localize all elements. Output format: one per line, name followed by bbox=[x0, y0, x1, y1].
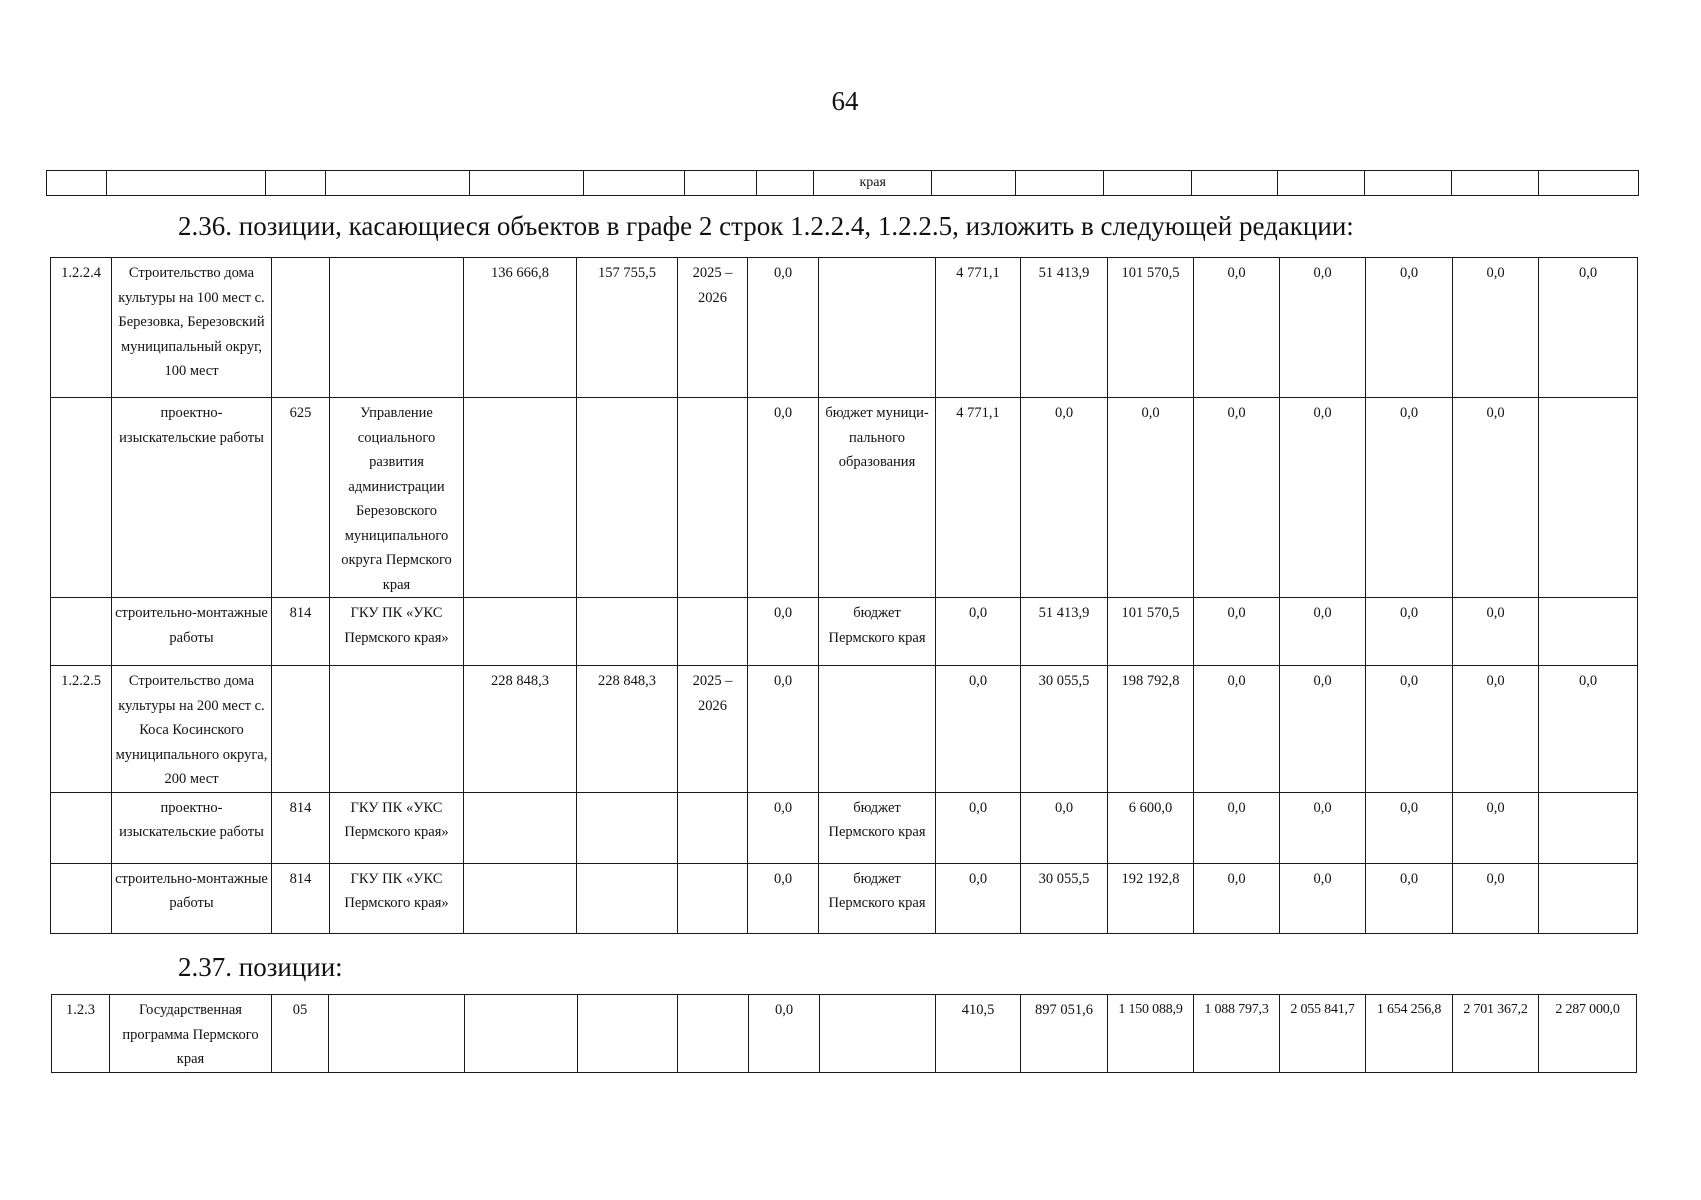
table-cell: 0,0 bbox=[1453, 598, 1539, 666]
table-cell: 897 051,6 bbox=[1021, 995, 1108, 1073]
table-cell: 0,0 bbox=[1194, 598, 1280, 666]
table-cell bbox=[678, 398, 748, 598]
table-row bbox=[51, 398, 1638, 598]
table-cell: 0,0 bbox=[1366, 863, 1453, 933]
table-cell bbox=[266, 171, 326, 196]
table-cell: 0,0 bbox=[1280, 598, 1366, 666]
table-cell bbox=[1539, 398, 1638, 598]
table-cell: Государственная программа Пермского края bbox=[110, 995, 272, 1073]
table-cell: 1 150 088,9 bbox=[1108, 995, 1194, 1073]
table-cell: 51 413,9 bbox=[1021, 258, 1108, 398]
table-cell bbox=[1538, 171, 1638, 196]
table-cell: 0,0 bbox=[1366, 666, 1453, 793]
table-row bbox=[51, 258, 1638, 398]
table-cell: бюджет Пермского края bbox=[819, 792, 936, 863]
section-heading-2-36: 2.36. позиции, касающиеся объектов в графе 2 строк 1.2.2.4, 1.2.2.5, изложить в следующей редакции: bbox=[178, 211, 1354, 241]
table-cell bbox=[1016, 171, 1104, 196]
table-cell: 0,0 bbox=[1194, 398, 1280, 598]
table-cell: 0,0 bbox=[936, 863, 1021, 933]
table-cell bbox=[678, 598, 748, 666]
table-cell: 0,0 bbox=[1280, 792, 1366, 863]
table-cell: 0,0 bbox=[1194, 863, 1280, 933]
table-cell bbox=[272, 666, 330, 793]
table-cell: 2 701 367,2 bbox=[1453, 995, 1539, 1073]
table-cell: 0,0 bbox=[1194, 792, 1280, 863]
table-cell bbox=[577, 598, 678, 666]
table-cell bbox=[51, 598, 112, 666]
table-cell bbox=[47, 171, 107, 196]
table-cell bbox=[106, 171, 266, 196]
table-cell: ГКУ ПК «УКС Пермского края» bbox=[330, 792, 464, 863]
table-cell: 228 848,3 bbox=[464, 666, 577, 793]
table-cell: Строительство дома культуры на 200 мест с. Коса Косинского муниципального округа, 200 мест bbox=[112, 666, 272, 793]
table-cell: 6 600,0 bbox=[1108, 792, 1194, 863]
table-cell bbox=[577, 398, 678, 598]
table-cell bbox=[51, 792, 112, 863]
table-cell bbox=[1103, 171, 1191, 196]
table-cell bbox=[330, 258, 464, 398]
table-cell bbox=[932, 171, 1016, 196]
table-cell: 0,0 bbox=[936, 598, 1021, 666]
table-cell: 228 848,3 bbox=[577, 666, 678, 793]
table-cell: 0,0 bbox=[749, 995, 820, 1073]
table-cell: 0,0 bbox=[748, 792, 819, 863]
table-cell: 30 055,5 bbox=[1021, 863, 1108, 933]
table-cell: 410,5 bbox=[936, 995, 1021, 1073]
table-fragment-previous-page bbox=[46, 170, 1639, 196]
table-cell: 814 bbox=[272, 792, 330, 863]
table-cell: 0,0 bbox=[1453, 863, 1539, 933]
table-cell: 51 413,9 bbox=[1021, 598, 1108, 666]
table-cell bbox=[469, 171, 583, 196]
table-cell: 157 755,5 bbox=[577, 258, 678, 398]
table-cell bbox=[465, 995, 578, 1073]
table-row bbox=[51, 666, 1638, 793]
table-section-2-36 bbox=[50, 257, 1638, 934]
table-cell: 0,0 bbox=[1194, 258, 1280, 398]
table-cell: 0,0 bbox=[1453, 666, 1539, 793]
table-cell: 0,0 bbox=[748, 258, 819, 398]
table-cell bbox=[51, 398, 112, 598]
table-cell: 0,0 bbox=[1021, 792, 1108, 863]
table-cell: 0,0 bbox=[748, 598, 819, 666]
table-cell bbox=[578, 995, 678, 1073]
table-cell: края bbox=[814, 171, 932, 196]
table-cell: 0,0 bbox=[1280, 666, 1366, 793]
table-cell: 1.2.2.4 bbox=[51, 258, 112, 398]
table-cell bbox=[272, 258, 330, 398]
table-row bbox=[51, 863, 1638, 933]
table-cell: 1.2.2.5 bbox=[51, 666, 112, 793]
table-cell: проектно-изыскательские работы bbox=[112, 792, 272, 863]
table-cell: 2025 – 2026 bbox=[678, 666, 748, 793]
table-cell bbox=[1539, 863, 1638, 933]
table-cell: бюджет муници-пального образования bbox=[819, 398, 936, 598]
table-cell: 0,0 bbox=[748, 863, 819, 933]
table-cell: 0,0 bbox=[1108, 398, 1194, 598]
table-row bbox=[51, 598, 1638, 666]
table-cell: 4 771,1 bbox=[936, 398, 1021, 598]
table-cell: 1.2.3 bbox=[52, 995, 110, 1073]
table-cell: Управление социального развития администрации Березовского муниципального округа Пермского края bbox=[330, 398, 464, 598]
table-cell bbox=[819, 666, 936, 793]
table-cell: проектно-изыскательские работы bbox=[112, 398, 272, 598]
table-cell bbox=[820, 995, 936, 1073]
table-cell bbox=[684, 171, 756, 196]
table-cell: 0,0 bbox=[1366, 598, 1453, 666]
table-cell bbox=[464, 792, 577, 863]
table-cell: 2 287 000,0 bbox=[1539, 995, 1637, 1073]
table-cell: 0,0 bbox=[1366, 398, 1453, 598]
table-cell bbox=[756, 171, 814, 196]
table-cell bbox=[464, 863, 577, 933]
table-cell bbox=[329, 995, 465, 1073]
table-cell bbox=[577, 792, 678, 863]
table-cell: 05 bbox=[272, 995, 329, 1073]
table-cell: 814 bbox=[272, 863, 330, 933]
table-cell: 0,0 bbox=[936, 792, 1021, 863]
table-cell bbox=[464, 598, 577, 666]
table-cell: Строительство дома культуры на 100 мест с. Березовка, Березовский муниципальный округ, 100 мест bbox=[112, 258, 272, 398]
table-cell: 4 771,1 bbox=[936, 258, 1021, 398]
section-heading-2-37: 2.37. позиции: bbox=[178, 952, 343, 982]
table-cell bbox=[51, 863, 112, 933]
table-cell bbox=[1191, 171, 1278, 196]
table-cell: 1 654 256,8 bbox=[1366, 995, 1453, 1073]
table-cell bbox=[464, 398, 577, 598]
table-cell: бюджет Пермского края bbox=[819, 598, 936, 666]
table-section-2-37 bbox=[51, 994, 1637, 1073]
table-cell bbox=[1539, 598, 1638, 666]
table-cell: 0,0 bbox=[1539, 258, 1638, 398]
table-cell: 0,0 bbox=[1539, 666, 1638, 793]
table-cell bbox=[1365, 171, 1452, 196]
table-cell bbox=[330, 666, 464, 793]
table-cell bbox=[1278, 171, 1365, 196]
table-cell: 30 055,5 bbox=[1021, 666, 1108, 793]
table-cell: 0,0 bbox=[1194, 666, 1280, 793]
table-cell: 0,0 bbox=[1280, 398, 1366, 598]
table-cell: 2 055 841,7 bbox=[1280, 995, 1366, 1073]
table-cell: ГКУ ПК «УКС Пермского края» bbox=[330, 598, 464, 666]
table-cell: ГКУ ПК «УКС Пермского края» bbox=[330, 863, 464, 933]
table-cell: 0,0 bbox=[748, 666, 819, 793]
table-cell: 1 088 797,3 bbox=[1194, 995, 1280, 1073]
table-cell: 192 192,8 bbox=[1108, 863, 1194, 933]
table-cell: 0,0 bbox=[748, 398, 819, 598]
table-row bbox=[51, 792, 1638, 863]
table-cell: 0,0 bbox=[1021, 398, 1108, 598]
table-cell: строительно-монтажные работы bbox=[112, 863, 272, 933]
table-cell bbox=[678, 995, 749, 1073]
table-cell bbox=[577, 863, 678, 933]
table-cell: 0,0 bbox=[1453, 258, 1539, 398]
table-cell: 0,0 bbox=[1366, 792, 1453, 863]
table-cell: 625 bbox=[272, 398, 330, 598]
table-cell bbox=[678, 863, 748, 933]
table-cell bbox=[584, 171, 685, 196]
table-cell: 0,0 bbox=[1280, 258, 1366, 398]
table-cell bbox=[1539, 792, 1638, 863]
table-cell: 0,0 bbox=[1366, 258, 1453, 398]
table-cell bbox=[1452, 171, 1539, 196]
page-number: 64 bbox=[831, 86, 859, 116]
table-cell: 2025 – 2026 bbox=[678, 258, 748, 398]
table-cell: 101 570,5 bbox=[1108, 598, 1194, 666]
table-cell: 814 bbox=[272, 598, 330, 666]
table-row bbox=[52, 995, 1637, 1073]
table-cell: 0,0 bbox=[1453, 792, 1539, 863]
table-cell: бюджет Пермского края bbox=[819, 863, 936, 933]
table-cell bbox=[325, 171, 469, 196]
table-row bbox=[47, 171, 1639, 196]
table-cell: 101 570,5 bbox=[1108, 258, 1194, 398]
table-cell: 0,0 bbox=[1280, 863, 1366, 933]
table-cell: строительно-монтажные работы bbox=[112, 598, 272, 666]
table-cell bbox=[819, 258, 936, 398]
table-cell: 198 792,8 bbox=[1108, 666, 1194, 793]
table-cell: 136 666,8 bbox=[464, 258, 577, 398]
table-cell: 0,0 bbox=[1453, 398, 1539, 598]
table-cell: 0,0 bbox=[936, 666, 1021, 793]
table-cell bbox=[678, 792, 748, 863]
